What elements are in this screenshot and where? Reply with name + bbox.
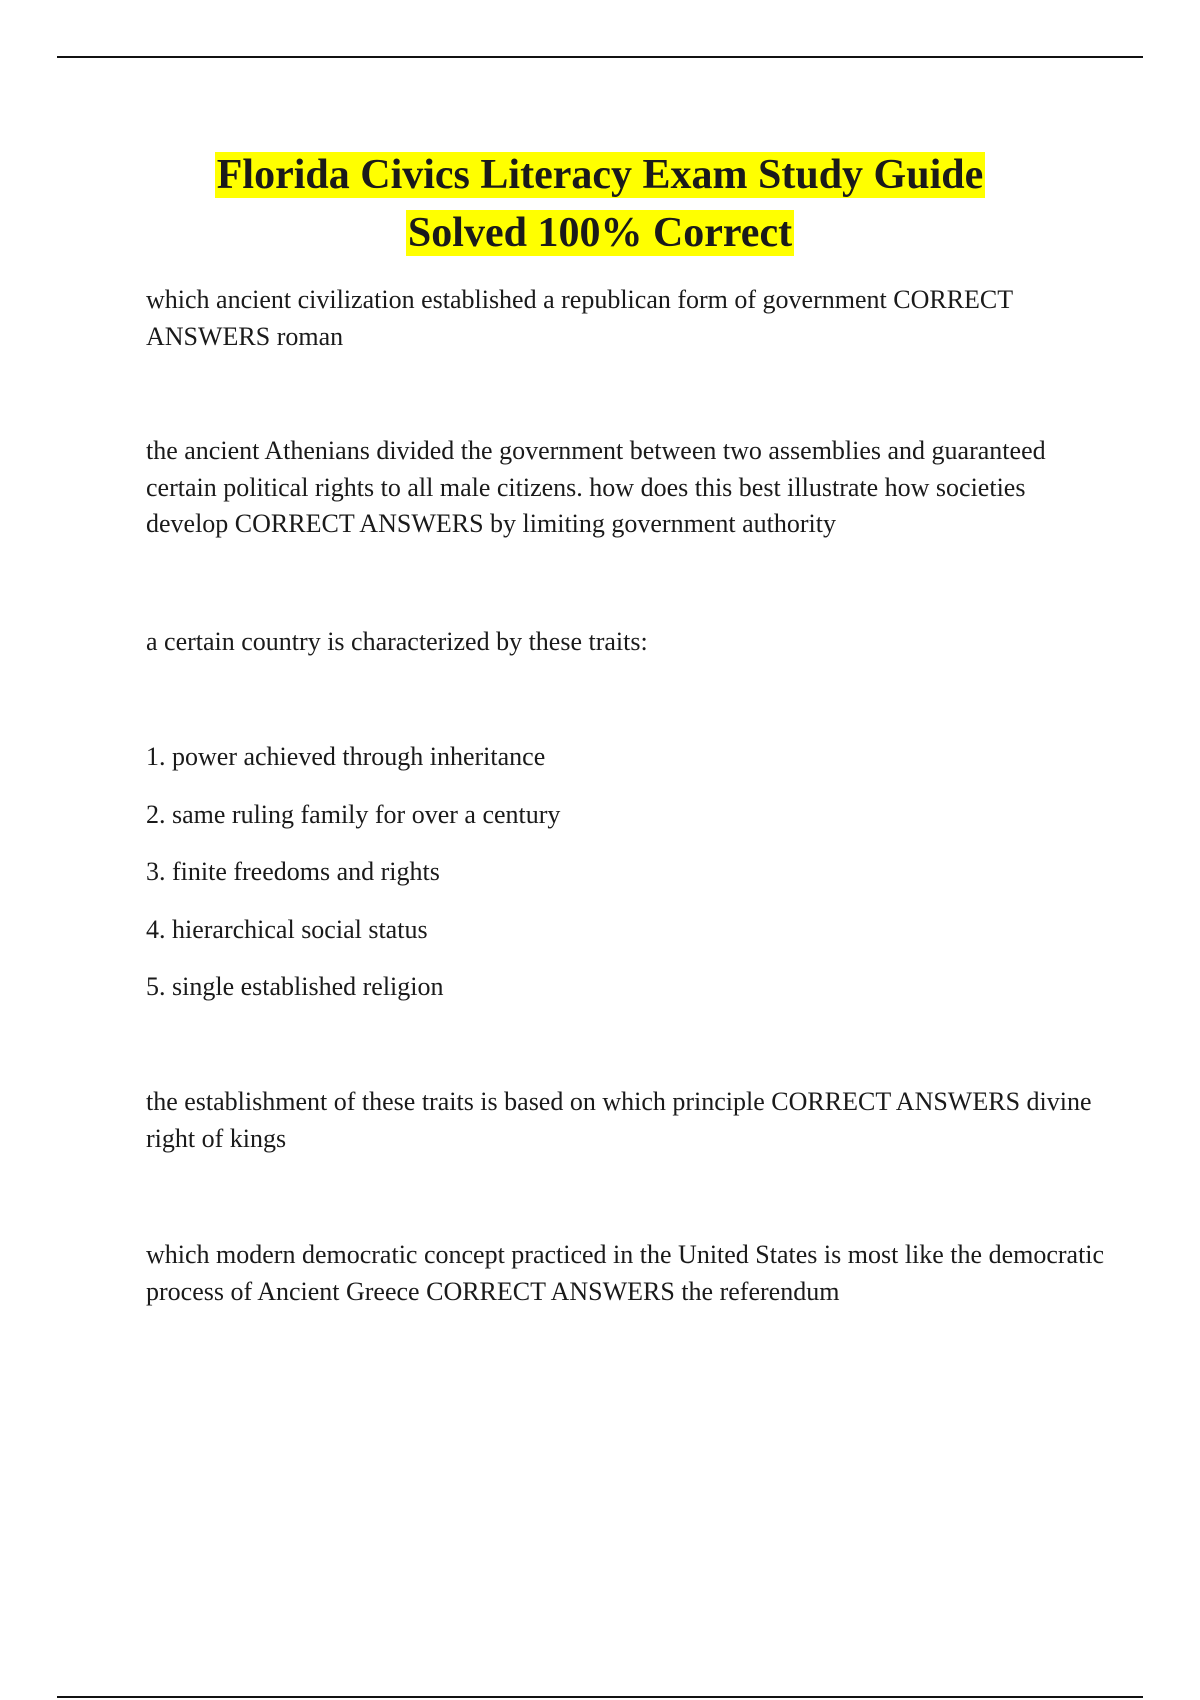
question-2: the ancient Athenians divided the government between two assemblies and guaranteed certain political rights to all male citizens. how does this best illustrate how societies develop CORRECT ANSWERS by limiting government authority bbox=[146, 436, 1046, 538]
question-4: which modern democratic concept practiced in the United States is most like the democratic process of Ancient Greece CORRECT ANSWERS the referendum bbox=[146, 1240, 1105, 1306]
list-item: 5. single established religion bbox=[146, 972, 444, 1001]
title-line-2: Solved 100% Correct bbox=[407, 210, 793, 256]
question-3-intro: a certain country is characterized by these traits: bbox=[146, 627, 648, 656]
top-rule bbox=[57, 56, 1143, 58]
list-item: 2. same ruling family for over a century bbox=[146, 800, 561, 829]
list-item: 4. hierarchical social status bbox=[146, 915, 428, 944]
list-item: 3. finite freedoms and rights bbox=[146, 857, 440, 886]
document-title bbox=[0, 146, 1200, 262]
question-3-answer: the establishment of these traits is based on which principle CORRECT ANSWERS divine right of kings bbox=[146, 1087, 1092, 1153]
list-item: 1. power achieved through inheritance bbox=[146, 742, 546, 771]
question-1: which ancient civilization established a republican form of government CORRECT ANSWERS roman bbox=[146, 285, 1013, 351]
title-line-1: Florida Civics Literacy Exam Study Guide bbox=[216, 152, 984, 198]
bottom-rule bbox=[57, 1696, 1143, 1698]
